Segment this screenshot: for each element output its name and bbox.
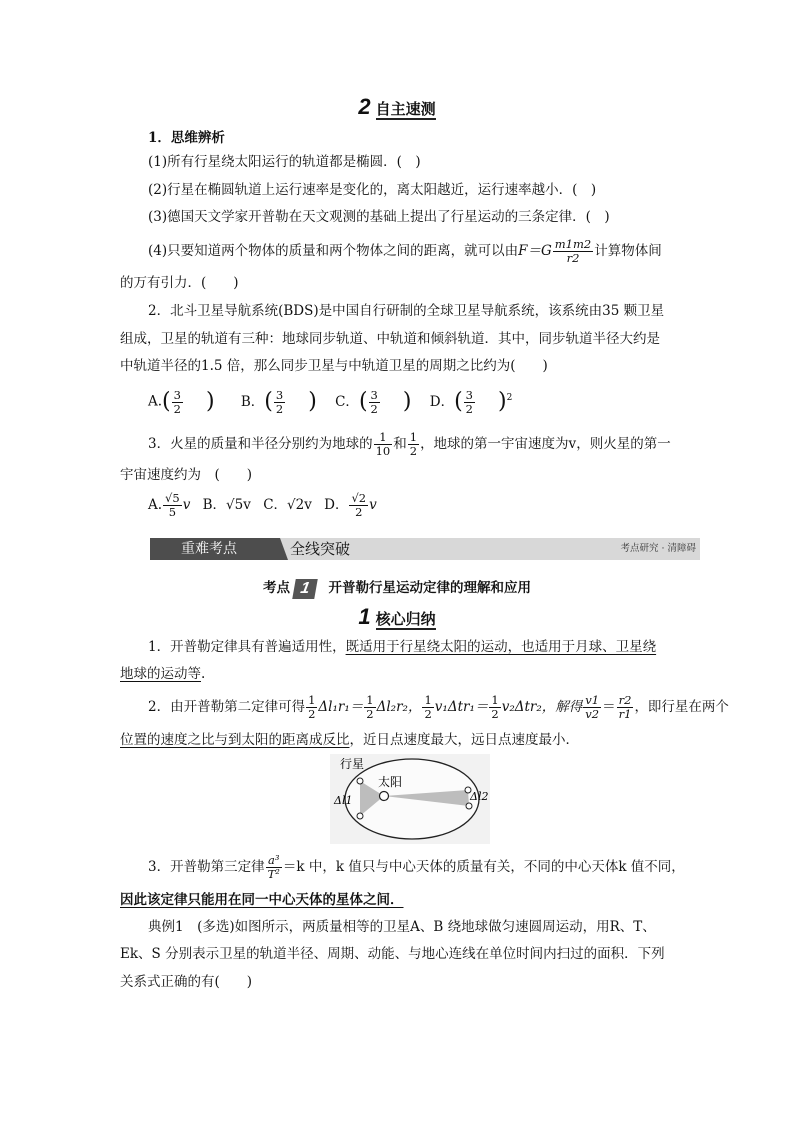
- gravity-formula-lhs: F＝G: [518, 243, 552, 259]
- p1-line-2: [120, 664, 205, 684]
- q2-line-2: 组成，卫星的轨道有三种：地球同步轨道、中轨道和倾斜轨道．其中，同步轨道半径大约是: [120, 331, 660, 347]
- q3-text-a: 3．火星的质量和半径分别约为地球的: [148, 436, 373, 452]
- paren-open: (: [454, 389, 463, 414]
- section-heading-core-summary: [0, 604, 794, 630]
- q3-radius-fraction: [408, 431, 419, 458]
- q2-option-b-label: B．: [240, 393, 265, 410]
- p2-term-1: Δl₁r₁＝: [318, 699, 364, 715]
- fraction-numerator: 1: [374, 431, 393, 445]
- gravity-fraction: [553, 238, 593, 265]
- fraction-numerator: 1: [424, 693, 432, 707]
- fraction-denominator: T²: [267, 867, 280, 881]
- q2-option-a-label: A.: [148, 393, 163, 410]
- fraction-numerator: 3: [370, 387, 378, 402]
- fraction-numerator: 3: [465, 387, 473, 402]
- q3-options: [148, 490, 377, 520]
- p2-term-3: v₁Δtr₁＝: [434, 699, 489, 715]
- q2-option-c-fraction: [369, 389, 380, 416]
- paren-open: (: [264, 389, 273, 414]
- p2-text-c: ，近日点速度最大，远日点速度最小．: [349, 732, 579, 748]
- fraction-denominator: 2: [409, 444, 418, 458]
- p3-line-2: [120, 890, 404, 910]
- equals-sign: ＝: [602, 699, 616, 715]
- gravity-fraction-numerator: m1m2: [554, 237, 592, 251]
- p2-line-2: [120, 730, 579, 750]
- half-fraction: [489, 694, 500, 721]
- half-fraction: [306, 694, 317, 721]
- fraction-numerator: 1: [491, 693, 499, 707]
- p2-term-2: Δl₂r₂，: [376, 699, 422, 715]
- half-fraction: [422, 694, 433, 721]
- q2-option-a-fraction: [172, 389, 183, 416]
- planet-circle-1: [357, 778, 363, 784]
- fraction-numerator: 1: [366, 693, 374, 707]
- kaodian-heading: [0, 576, 794, 599]
- p3-text-b: ＝k 中，k 值只与中心天体的质量有关，不同的中心天体k 值不同，: [282, 859, 685, 875]
- fraction-numerator: v1: [585, 693, 600, 707]
- label-sun: 太阳: [378, 775, 403, 789]
- q3-text-b: ，地球的第一宇宙速度为v，则火星的第一: [420, 436, 671, 452]
- fraction-denominator: 2: [370, 401, 378, 416]
- paren-close: ): [308, 389, 317, 414]
- kepler-third-law-fraction: [266, 854, 282, 881]
- q2-line-3: 中轨道半径的1.5 倍，那么同步卫星与中轨道卫星的周期之比约为( ): [120, 358, 548, 374]
- q3-option-c: C．√2v: [263, 497, 312, 513]
- paren-close: ): [402, 389, 412, 414]
- half-fraction: [364, 694, 375, 721]
- sun-circle: [380, 792, 389, 801]
- section-number: 1: [358, 604, 371, 629]
- q2-option-d-label: D．: [429, 393, 455, 410]
- banner-dark-label: 重难考点: [150, 538, 268, 560]
- q2-options: [148, 384, 512, 416]
- fraction-denominator: 2: [366, 707, 374, 721]
- p2-text-a: 2．由开普勒第二定律可得: [148, 699, 306, 715]
- p2-text-b: ，即行星在两个: [634, 699, 729, 715]
- fraction-numerator: 1: [409, 430, 418, 444]
- q3-option-b: B．√5v: [202, 497, 251, 513]
- fraction-denominator: 2: [491, 707, 499, 721]
- fraction-numerator: 3: [275, 387, 284, 402]
- q3-mass-fraction: [374, 431, 393, 458]
- fraction-denominator: r1: [618, 707, 632, 721]
- gravity-fraction-denominator: r2: [566, 251, 580, 265]
- fraction-numerator: 1: [308, 693, 316, 707]
- paren-close: ): [498, 389, 507, 414]
- fraction-denominator: 2: [424, 707, 432, 721]
- p1-underlined-b: 地球的运动等: [120, 666, 201, 682]
- velocity-symbol: v: [182, 497, 191, 513]
- paren-open: (: [162, 389, 171, 414]
- q1-item-4-continued: 的万有引力．( ): [120, 275, 239, 291]
- p2-term-4: v₂Δtr₂，解得: [501, 699, 583, 715]
- q1-item-4-text-b: 计算物体间: [594, 243, 662, 259]
- fraction-denominator: 10: [375, 444, 391, 458]
- q2-option-d-fraction: [464, 389, 475, 416]
- q3-line-1: [148, 430, 671, 458]
- p3-text-a: 3．开普勒第三定律: [148, 859, 265, 875]
- velocity-symbol: v: [369, 497, 377, 513]
- q3-line-2: 宇宙速度约为 ( ): [120, 467, 253, 483]
- paren-close: ): [205, 389, 215, 414]
- planet-circle-2: [357, 813, 363, 819]
- fraction-denominator: 2: [173, 401, 181, 416]
- example-line-3: 关系式正确的有( ): [120, 974, 253, 990]
- radius-ratio: [617, 694, 634, 721]
- banner-arrow-shape: [268, 538, 288, 560]
- fraction-denominator: 5: [168, 505, 177, 519]
- fraction-denominator: 2: [465, 401, 473, 416]
- kepler-orbit-diagram: [330, 754, 490, 844]
- q3-option-d-fraction: [349, 492, 368, 519]
- banner-tag: 考点研究 · 清障碍: [620, 543, 696, 554]
- example-line-1: 典例1 (多选)如图所示，两质量相等的卫星A、B 绕地球做匀速圆周运动，用R、T、: [148, 919, 656, 935]
- q2-option-b-fraction: [274, 389, 285, 416]
- label-delta-l2: Δl2: [470, 790, 489, 803]
- p1-text-a: 1．开普勒定律具有普遍适用性，: [148, 639, 346, 655]
- p2-line-1: [148, 692, 729, 722]
- fraction-numerator: √2: [351, 491, 367, 505]
- velocity-ratio: [583, 694, 601, 721]
- fraction-numerator: a³: [266, 854, 282, 868]
- banner-title: 全线突破: [290, 540, 351, 558]
- q3-option-d-label: D．: [324, 497, 349, 513]
- section-banner: [150, 538, 700, 560]
- section-title: 核心归纳: [375, 610, 436, 628]
- fraction-denominator: 2: [355, 505, 363, 519]
- planet-circle-4: [466, 803, 472, 809]
- q1-item-1: (1)所有行星绕太阳运行的轨道都是椭圆．( ): [148, 154, 421, 170]
- section-title: 自主速测: [375, 100, 436, 118]
- fraction-numerator: √5: [165, 491, 180, 505]
- fraction-numerator: r2: [618, 693, 632, 707]
- label-delta-l1: Δl1: [334, 794, 353, 807]
- q1-item-4-text-a: (4)只要知道两个物体的质量和两个物体之间的距离，就可以由: [148, 243, 519, 259]
- q2-option-d-exponent: 2: [506, 393, 513, 403]
- p2-underlined: 位置的速度之比与到太阳的距离成反比: [120, 732, 350, 748]
- p3-line-1: [148, 852, 685, 882]
- q1-item-3: (3)德国天文学家开普勒在天文观测的基础上提出了行星运动的三条定律．( ): [148, 209, 610, 225]
- q1-item-2: (2)行星在椭圆轨道上运行速率是变化的，离太阳越近，运行速率越小．( ): [148, 182, 597, 198]
- q2-option-c-label: C．: [335, 393, 359, 410]
- paren-open: (: [358, 389, 368, 414]
- fraction-numerator: 3: [173, 387, 181, 402]
- p1-underlined-a: 既适用于行星绕太阳的运动，也适用于月球、卫星绕: [345, 639, 657, 655]
- q3-option-a-fraction: [163, 492, 182, 519]
- p3-underlined: 因此该定律只能用在同一中心天体的星体之间．: [120, 892, 404, 908]
- q1-item-4: [148, 238, 662, 265]
- fraction-denominator: 2: [308, 707, 316, 721]
- section-heading-self-test: [0, 94, 794, 120]
- q1-label: 1．思维辨析: [148, 130, 225, 146]
- kaodian-number-badge: 1: [292, 579, 318, 599]
- example-line-2: Ek、S 分别表示卫星的轨道半径、周期、动能、与地心连线在单位时间内扫过的面积．下列: [120, 946, 665, 962]
- p1-line-1: [148, 637, 656, 657]
- kaodian-title: 开普勒行星运动定律的理解和应用: [328, 580, 532, 596]
- fraction-denominator: 2: [275, 401, 284, 416]
- label-planet: 行星: [340, 757, 365, 771]
- q3-and: 和: [393, 436, 407, 452]
- kaodian-prefix: 考点: [262, 580, 290, 596]
- p1-text-b: .: [201, 666, 206, 682]
- q2-line-1: 2．北斗卫星导航系统(BDS)是中国自行研制的全球卫星导航系统，该系统由35 颗卫星: [148, 303, 665, 319]
- section-number: 2: [358, 94, 371, 119]
- fraction-denominator: v2: [585, 707, 600, 721]
- q3-option-a-label: A.: [148, 497, 163, 513]
